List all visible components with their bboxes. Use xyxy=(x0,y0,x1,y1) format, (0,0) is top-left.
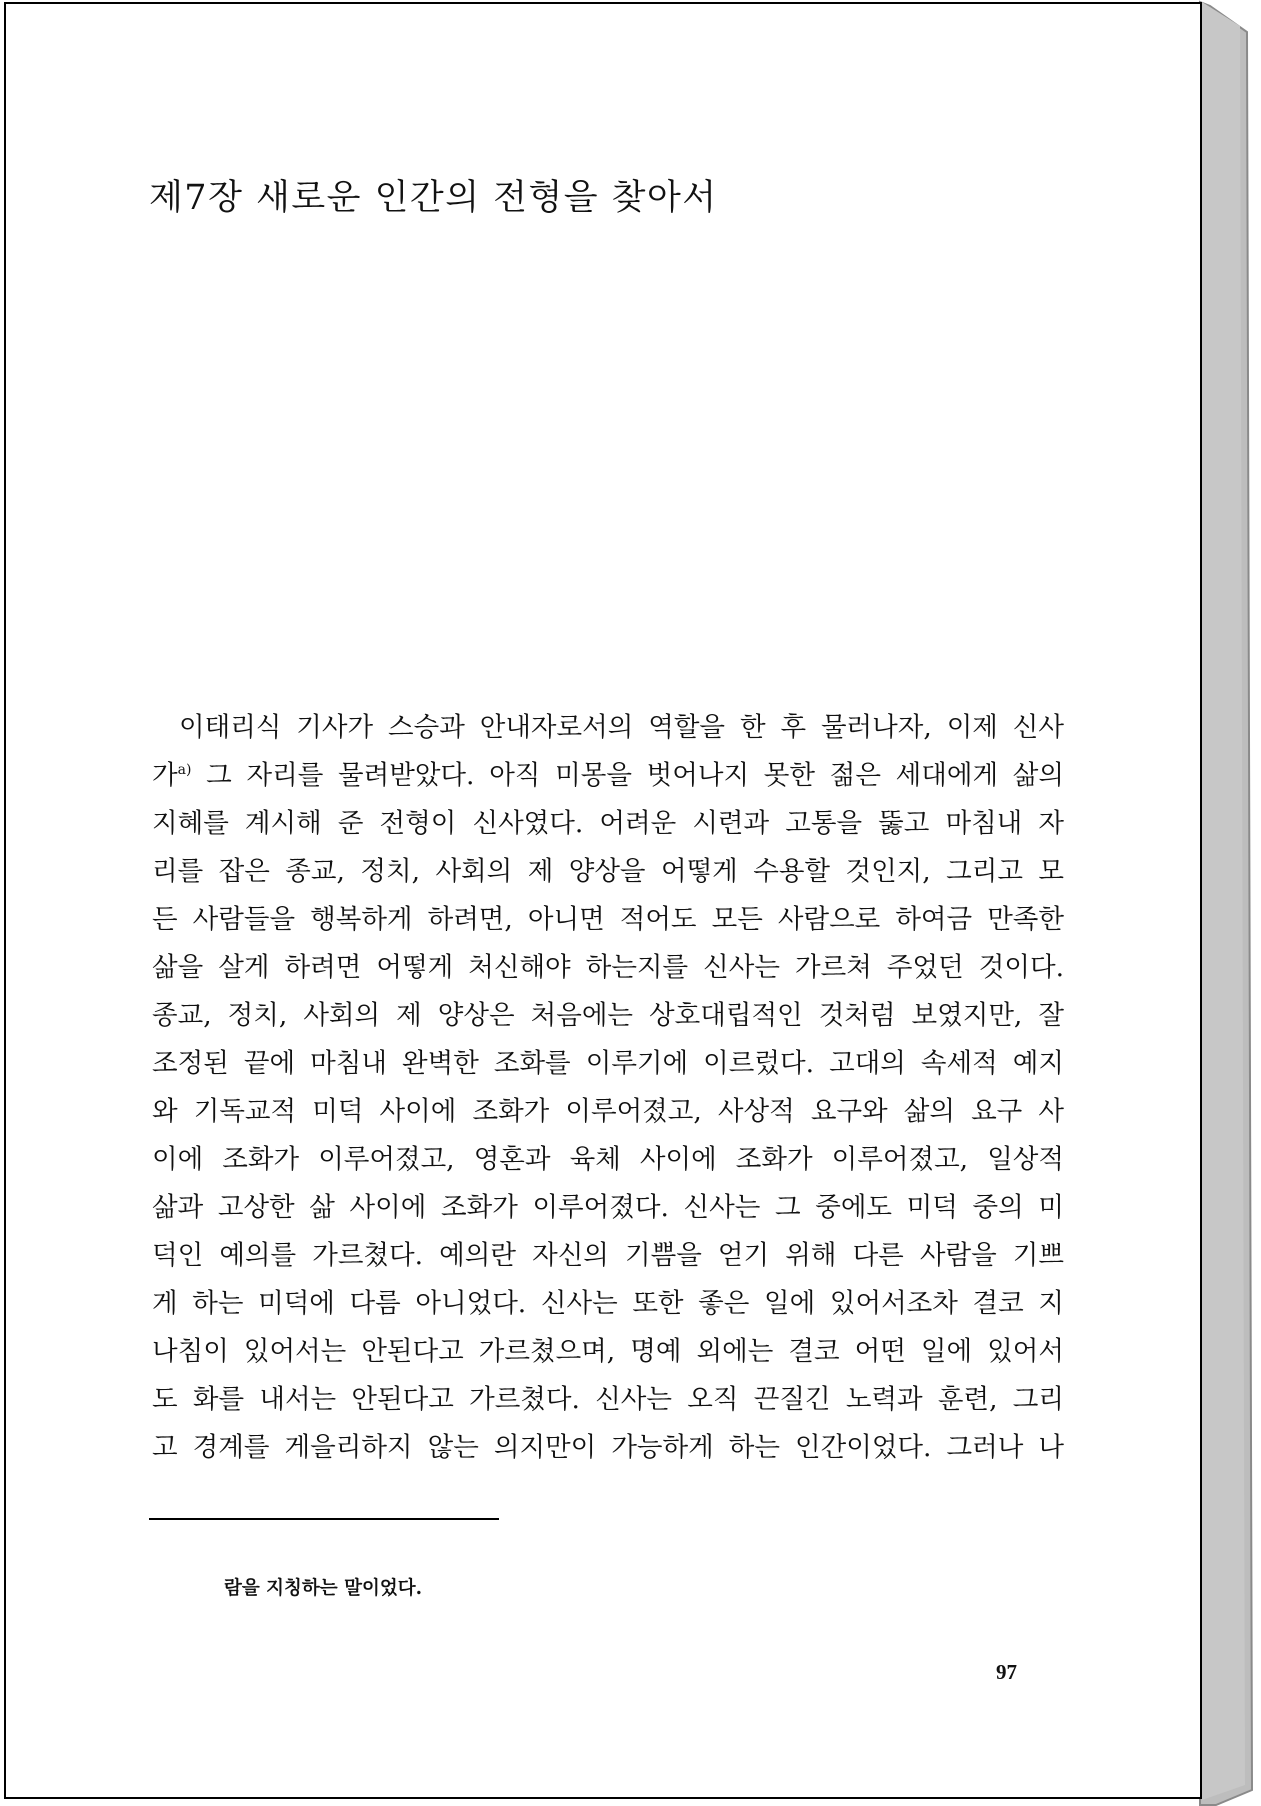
document-page xyxy=(4,2,1202,1799)
footnote xyxy=(192,1529,1058,1609)
body-line: 리를 잡은 종교, 정치, 사회의 제 양상을 어떻게 수용할 것인지, 그리고 모 xyxy=(152,856,1064,887)
body-line: 삶과 고상한 삶 사이에 조화가 이루어졌다. 신사는 그 중에도 미덕 중의 미 xyxy=(152,1192,1064,1223)
footnote-marker: a) xyxy=(177,762,192,779)
body-text xyxy=(152,704,1064,1520)
page-number: 97 xyxy=(996,1660,1017,1684)
body-line: 고 경계를 게을리하지 않는 의지만이 가능하게 하는 인간이었다. 그러나 나 xyxy=(152,1432,1064,1463)
body-line-prefix: 가 xyxy=(152,760,178,791)
body-line: 조정된 끝에 마침내 완벽한 조화를 이루기에 이르렀다. 고대의 속세적 예지 xyxy=(152,1048,1064,1079)
body-line: 게 하는 미덕에 다름 아니었다. 신사는 또한 좋은 일에 있어서조차 결코 지 xyxy=(152,1288,1064,1319)
body-line: 삶을 살게 하려면 어떻게 처신해야 하는지를 신사는 가르쳐 주었던 것이다. xyxy=(152,952,1064,983)
body-line: 도 화를 내서는 안된다고 가르쳤다. 신사는 오직 끈질긴 노력과 훈련, 그리 xyxy=(152,1384,1064,1415)
body-line xyxy=(152,1472,1064,1520)
body-line: 와 기독교적 미덕 사이에 조화가 이루어졌고, 사상적 요구와 삶의 요구 사 xyxy=(152,1096,1064,1127)
body-line: 든 사람들을 행복하게 하려면, 아니면 적어도 모든 사람으로 하여금 만족한 xyxy=(152,904,1064,935)
body-line xyxy=(152,752,1064,800)
body-line: 이태리식 기사가 스승과 안내자로서의 역할을 한 후 물러나자, 이제 신사 xyxy=(179,712,1064,743)
body-line: 이에 조화가 이루어졌고, 영혼과 육체 사이에 조화가 이루어졌고, 일상적 xyxy=(152,1144,1064,1175)
footnote-line: 람을 지칭하는 말이었다. xyxy=(224,1578,423,1599)
chapter-title: 제7장 새로운 인간의 전형을 찾아서 xyxy=(149,178,718,218)
body-line: 종교, 정치, 사회의 제 양상은 처음에는 상호대립적인 것처럼 보였지만, 잘 xyxy=(152,1000,1064,1031)
body-line: 덕인 예의를 가르쳤다. 예의란 자신의 기쁨을 얻기 위해 다른 사람을 기쁘 xyxy=(152,1240,1064,1271)
footnote-divider xyxy=(149,1518,499,1520)
body-line: 나침이 있어서는 안된다고 가르쳤으며, 명예 외에는 결코 어떤 일에 있어서 xyxy=(152,1336,1064,1367)
body-line-rest: 그 자리를 물려받았다. 아직 미몽을 벗어나지 못한 젊은 세대에게 삶의 xyxy=(206,760,1064,791)
footnote-line xyxy=(191,1529,1058,1569)
body-line: 지혜를 계시해 준 전형이 신사였다. 어려운 시련과 고통을 뚫고 마침내 자 xyxy=(152,808,1064,839)
